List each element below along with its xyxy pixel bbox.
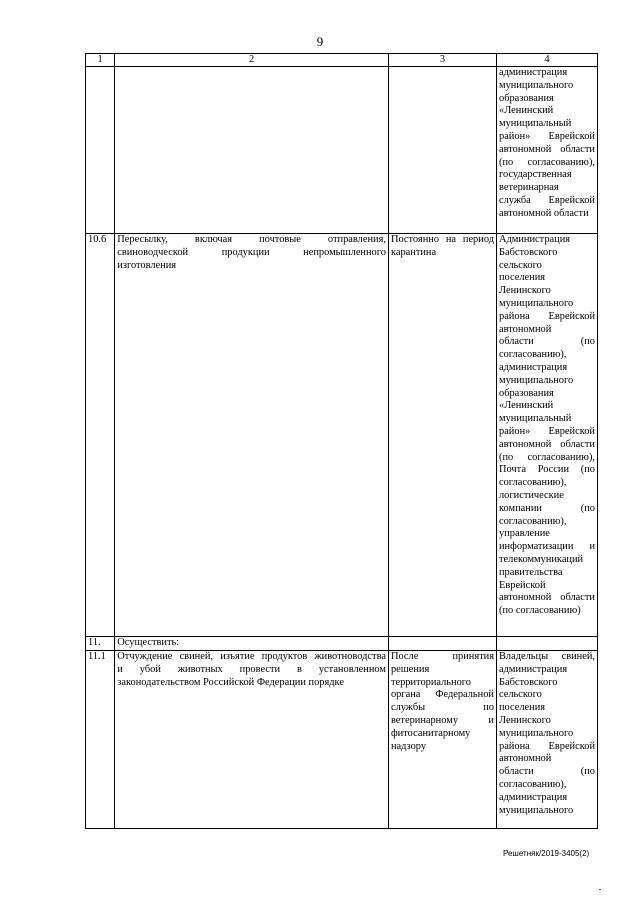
text-line: (по согласованию),: [499, 156, 595, 168]
text-line: ветеринарная: [499, 182, 559, 194]
text-line: муниципального: [499, 804, 574, 816]
text-line: Владельцы свиней,: [499, 651, 595, 662]
text-line: района Еврейской: [499, 310, 595, 322]
header-cell: 3: [388, 54, 496, 67]
text-line: (по согласованию): [499, 605, 581, 617]
text-line: «Ленинский: [499, 105, 554, 117]
text-line: области (по: [499, 766, 595, 778]
text-line: Почта России (по: [499, 464, 595, 476]
row-action: [115, 234, 389, 637]
row-number: [86, 67, 115, 234]
text-line: изготовления: [117, 259, 177, 271]
text-line: Отчуждение свиней, изъятие продуктов животноводства: [117, 651, 386, 662]
row-responsible: [497, 651, 598, 829]
text-line: «Ленинский: [499, 400, 554, 412]
text-line: образования: [499, 387, 554, 399]
row-responsible: [497, 67, 598, 234]
text-line: ветеринарному и: [390, 714, 494, 726]
text-line: автономной области: [499, 438, 595, 450]
text-line: решения: [390, 663, 430, 675]
scan-speck: [599, 889, 601, 890]
text-line: согласованию),: [499, 349, 567, 361]
text-line: Ленинского: [499, 285, 551, 297]
row-action: [115, 651, 389, 829]
measures-table: [85, 53, 598, 829]
row-term: [388, 234, 496, 637]
row-number: 11.: [86, 637, 115, 651]
text-line: район» Еврейской: [499, 425, 595, 437]
text-line: органа Федеральной: [390, 689, 494, 701]
table-row: [86, 234, 598, 637]
table-header-row: [86, 54, 598, 67]
text-line: муниципальный: [499, 118, 572, 130]
text-line: карантина: [390, 246, 437, 258]
text-line: администрация: [499, 361, 568, 373]
text-line: управление: [499, 528, 550, 540]
header-cell: 1: [86, 54, 115, 67]
row-number: 11.1: [86, 651, 115, 829]
text-line: муниципального: [499, 79, 574, 91]
text-line: Постоянно на период: [390, 234, 494, 245]
text-line: телекоммуникаций: [499, 553, 584, 565]
text-line: службы по: [390, 702, 494, 714]
row-responsible: [497, 637, 598, 651]
text-line: логистические: [499, 489, 564, 501]
text-line: муниципального: [499, 374, 574, 386]
text-line: надзору: [390, 740, 427, 752]
row-term: [388, 637, 496, 651]
text-line: фитосанитарному: [390, 727, 471, 739]
footer-stamp: Решетняк/2019-3405(2): [503, 849, 590, 858]
text-line: согласованию),: [499, 515, 567, 527]
text-line: (по согласованию),: [499, 451, 595, 463]
text-line: администрация: [499, 791, 568, 803]
row-action: [115, 67, 389, 234]
text-line: образования: [499, 92, 554, 104]
text-line: автономной области: [499, 592, 595, 604]
text-line: Пересылку, включая почтовые отправления,: [117, 234, 386, 245]
text-line: согласованию),: [499, 477, 567, 489]
table-row: [86, 637, 598, 651]
table-row: [86, 651, 598, 829]
page-number: 9: [316, 34, 324, 49]
text-line: области (по: [499, 336, 595, 348]
text-line: администрация: [499, 67, 568, 78]
text-line: поселения: [499, 702, 546, 714]
text-line: правительства: [499, 566, 563, 578]
text-line: После принятия: [390, 651, 494, 662]
text-line: свиноводческой продукции непромышленного: [117, 246, 386, 258]
text-line: территориального: [390, 676, 471, 688]
text-line: района Еврейской: [499, 740, 595, 752]
text-line: Бабстовского: [499, 246, 558, 258]
text-line: Бабстовского: [499, 676, 558, 688]
row-number: 10.6: [86, 234, 115, 637]
text-line: поселения: [499, 272, 546, 284]
text-line: Еврейской: [499, 579, 546, 591]
row-term: [388, 67, 496, 234]
header-cell: 2: [115, 54, 389, 67]
text-line: Ленинского: [499, 714, 551, 726]
text-line: муниципального: [499, 727, 574, 739]
text-line: законодательством Российской Федерации порядке: [117, 676, 344, 688]
text-line: компании (по: [499, 502, 595, 514]
text-line: администрация: [499, 663, 568, 675]
text-line: служба Еврейской: [499, 194, 595, 206]
text-line: согласованию),: [499, 778, 567, 790]
row-term: [388, 651, 496, 829]
table-row: [86, 67, 598, 234]
text-line: автономной: [499, 323, 552, 335]
text-line: автономной области: [499, 207, 589, 219]
row-responsible: [497, 234, 598, 637]
text-line: автономной: [499, 753, 552, 765]
text-line: муниципальный: [499, 413, 572, 425]
text-line: сельского: [499, 689, 542, 701]
text-line: информатизации и: [499, 541, 595, 553]
text-line: муниципального: [499, 297, 574, 309]
text-line: район» Еврейской: [499, 130, 595, 142]
text-line: и убой животных провести в установленном: [117, 663, 386, 675]
text-line: государственная: [499, 169, 572, 181]
text-line: автономной области: [499, 143, 595, 155]
text-line: сельского: [499, 259, 542, 271]
row-action: Осуществить:: [115, 637, 389, 651]
header-cell: 4: [497, 54, 598, 67]
text-line: Администрация: [499, 234, 571, 245]
